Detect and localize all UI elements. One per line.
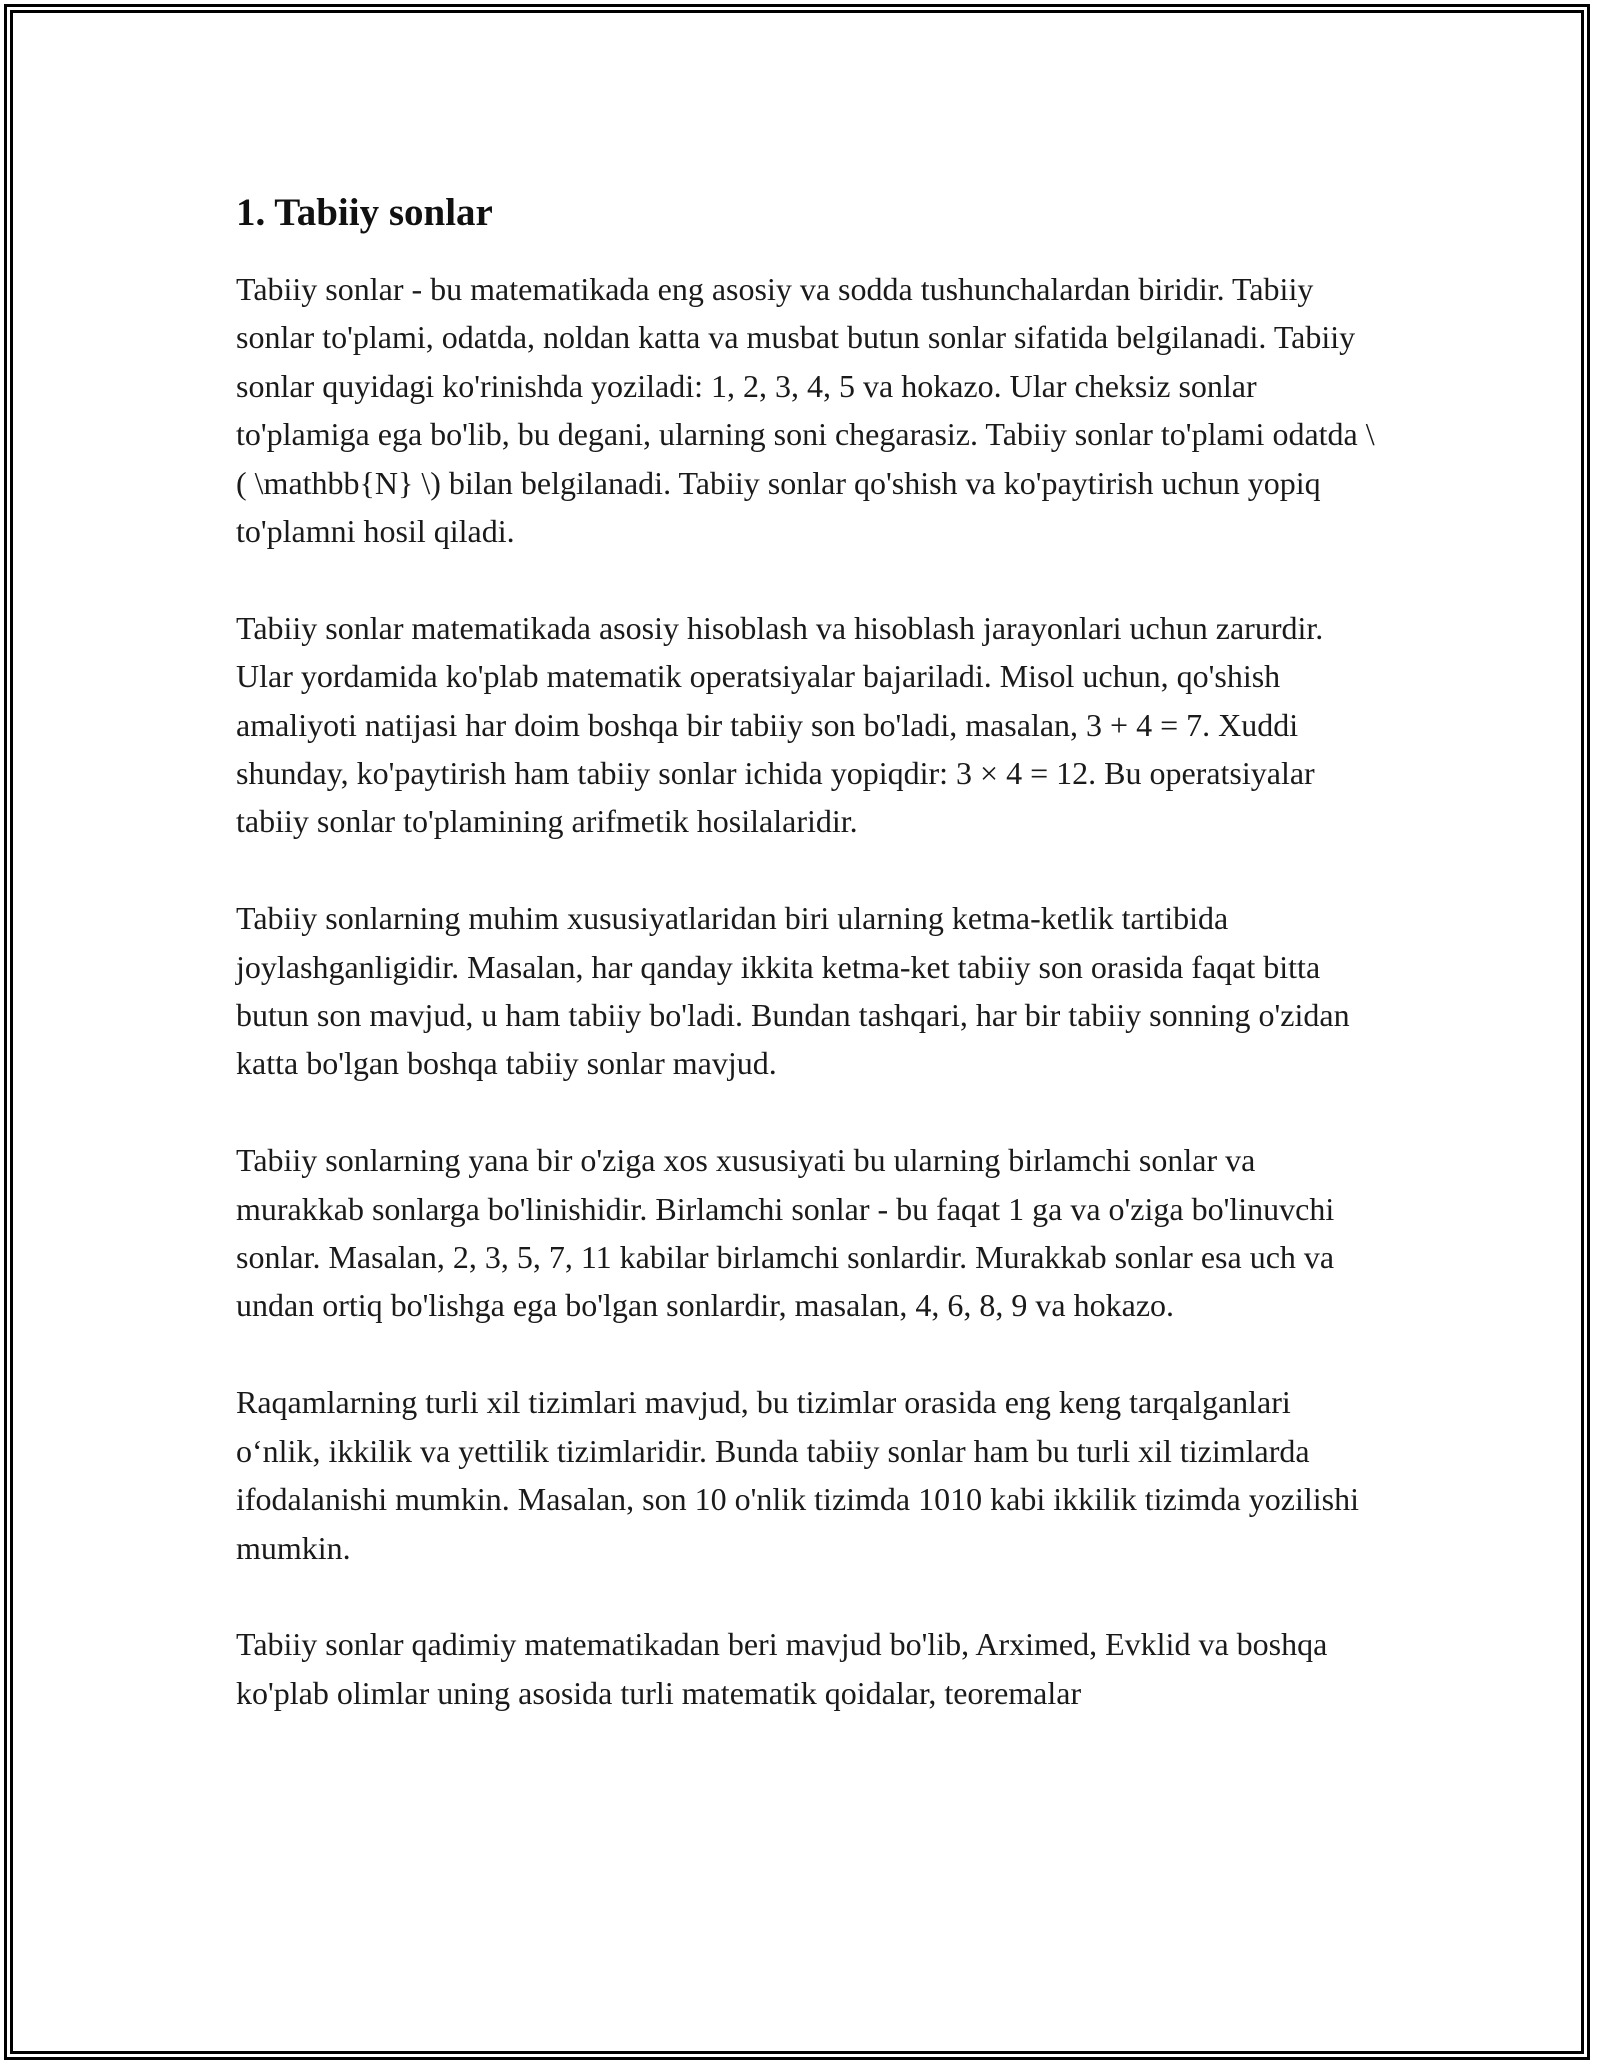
section-title: 1. Tabiiy sonlar: [236, 191, 493, 234]
paragraph-operations: Tabiiy sonlar matematikada asosiy hisoblash va hisoblash jarayonlari uchun zarurdir. Ular yordamida ko'plab matematik operatsiyalar bajariladi. Misol uchun, qo'shish amaliyoti natijasi har doim boshqa bir tabiiy son bo'ladi, masalan, 3 + 4 = 7. Xuddi shunday, ko'paytirish ham tabiiy sonlar ichida yopiqdir: 3 × 4 = 12. Bu operatsiyalar tabiiy sonlar to'plamining arifmetik hosilalaridir.: [236, 609, 1324, 840]
paragraph-primes: Tabiiy sonlarning yana bir o'ziga xos xususiyati bu ularning birlamchi sonlar va murakkab sonlarga bo'linishidir. Birlamchi sonlar - bu faqat 1 ga va o'ziga bo'linuvchi sonlar. Masalan, 2, 3, 5, 7, 11 kabilar birlamchi sonlardir. Murakkab sonlar esa uch va undan ortiq bo'lishga ega bo'lgan sonlardir, masalan, 4, 6, 8, 9 va hokazo.: [236, 1142, 1335, 1324]
paragraph-number-systems: Raqamlarning turli xil tizimlari mavjud, bu tizimlar orasida eng keng tarqalganlari o‘nlik, ikkilik va yettilik tizimlaridir. Bunda tabiiy sonlar ham bu turli xil tizimlarda ifodalanishi mumkin. Masalan, son 10 o'nlik tizimda 1010 kabi ikkilik tizimda yozilishi mumkin.: [236, 1384, 1359, 1566]
paragraph-definition: Tabiiy sonlar - bu matematikada eng asosiy va sodda tushunchalardan biridir. Tabiiy sonlar to'plami, odatda, noldan katta va musbat butun sonlar sifatida belgilanadi. Tabiiy sonlar quyidagi ko'rinishda yoziladi: 1, 2, 3, 4, 5 va hokazo. Ular cheksiz sonlar to'plamiga ega bo'lib, bu degani, ularning soni chegarasiz. Tabiiy sonlar to'plami odatda \( \mathbb{N} \) bilan belgilanadi. Tabiiy sonlar qo'shish va ko'paytirish uchun yopiq to'plamni hosil qiladi.: [236, 271, 1375, 550]
document-body: [236, 185, 1376, 1717]
paragraph-history: Tabiiy sonlar qadimiy matematikadan beri mavjud bo'lib, Arximed, Evklid va boshqa ko'plab olimlar uning asosida turli matematik qoidalar, teoremalar: [236, 1626, 1328, 1711]
paragraph-ordering: Tabiiy sonlarning muhim xususiyatlaridan biri ularning ketma-ketlik tartibida joylashganligidir. Masalan, har qanday ikkita ketma-ket tabiiy son orasida faqat bitta butun son mavjud, u ham tabiiy bo'ladi. Bundan tashqari, har bir tabiiy sonning o'zidan katta bo'lgan boshqa tabiiy sonlar mavjud.: [236, 900, 1350, 1082]
